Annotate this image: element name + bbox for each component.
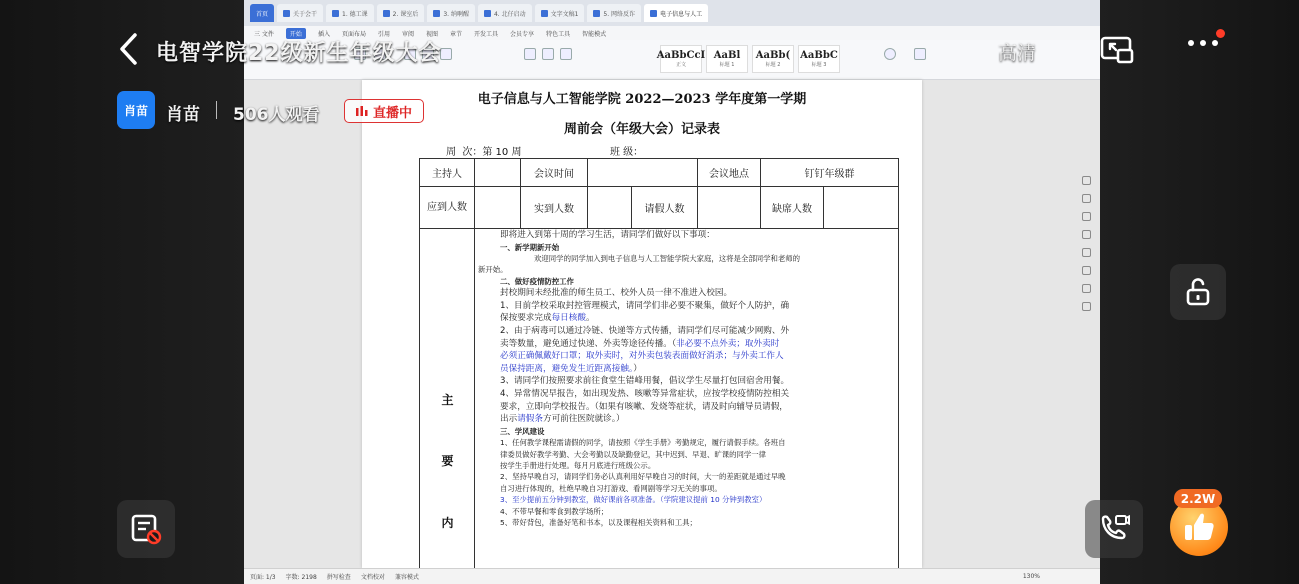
label-char: 内 (441, 516, 454, 530)
doc-icon (433, 10, 440, 17)
menu-devtools[interactable]: 开发工具 (474, 30, 499, 38)
section-heading: 三、学风建设 (500, 426, 545, 436)
status-page[interactable]: 页面: 1/3 (250, 574, 276, 581)
style-icon[interactable] (1082, 248, 1091, 257)
tab-doc[interactable]: 5. 网络反诈 (587, 4, 641, 22)
content-line: 2、由于病毒可以通过冷链、快递等方式传播，请同学们尽可能减少网购、外 (500, 326, 790, 336)
content-line: 即将进入到第十周的学习生活，请同学们做好以下事项： (500, 230, 715, 240)
content-line: 4、不带早餐和零食到教学场所； (500, 506, 609, 516)
menu-view[interactable]: 视图 (426, 30, 439, 38)
time-cell[interactable] (588, 159, 698, 187)
content-line: 必须正确佩戴好口罩；取外卖时，对外卖包装表面做好消杀；与外卖工作人 (500, 351, 784, 362)
style-heading-1[interactable]: AaBl 标题 1 (706, 45, 748, 73)
divider (216, 101, 217, 119)
danmaku-off-icon (128, 511, 164, 547)
status-compat[interactable]: 兼容模式 (394, 574, 419, 581)
content-line: 封校期间未经批准的师生员工、校外人员一律不准进入校园。 (500, 288, 733, 299)
week-label: 周 次：第 10 周 (446, 147, 522, 158)
wps-status-bar (244, 568, 1100, 584)
menu-smart[interactable]: 智能模式 (582, 30, 607, 38)
unlock-icon (1183, 277, 1213, 307)
actual-label: 实到人数 (521, 187, 588, 229)
doc-icon (283, 10, 290, 17)
doc-subtitle: 周前会（年级大会）记录表 (563, 122, 720, 137)
time-label: 会议时间 (521, 159, 588, 187)
live-title: 电智学院22级新生年级大会 (156, 41, 442, 66)
viewer-count: 506人观看 (233, 105, 320, 125)
style-gallery (656, 45, 840, 73)
place-label: 会议地点 (698, 159, 761, 187)
wps-tab-bar (244, 0, 1100, 26)
content-line: 5、带好背包，准备好笔和书本，以及课程相关资料和工具； (500, 518, 697, 527)
doc-icon (650, 10, 657, 17)
menu-insert[interactable]: 插入 (317, 30, 330, 38)
absent-cell[interactable] (824, 187, 899, 229)
tab-doc[interactable]: 文字文稿1 (535, 4, 585, 22)
host-label: 主持人 (420, 159, 475, 187)
content-line: 3、至少提前五分钟到教室，做好课前各项准备。（学院建议提前 10 分钟到教室） (500, 495, 767, 505)
doc-icon (593, 10, 600, 17)
absent-label: 缺席人数 (761, 187, 824, 229)
tab-doc-active[interactable]: 电子信息与人工 (644, 4, 708, 22)
tab-doc[interactable]: 3. 纳啊醒 (427, 4, 475, 22)
live-status-badge: 直播中 (344, 99, 424, 123)
record-table (419, 158, 899, 187)
label-char: 主 (441, 393, 454, 407)
content-line: 要求，立即向学校报告。（如果有咳嗽、发烧等症状，请及时向辅导员请假， (500, 401, 788, 412)
screen-lock-button[interactable] (1170, 264, 1226, 320)
content-line: 4、异常情况早报告，如出现发热、咳嗽等异常症状，应按学校疫情防控相关 (500, 388, 790, 399)
menu-file[interactable]: 三 文件 (254, 30, 274, 38)
content-line: 员保持距离，避免发生近距离接触。） (500, 363, 642, 374)
document-canvas (244, 80, 1100, 568)
video-call-button[interactable] (1085, 500, 1143, 558)
zoom-level[interactable]: 130% (1022, 573, 1040, 580)
tab-doc[interactable]: 1. 德工课 (326, 4, 374, 22)
doc-icon (383, 10, 390, 17)
content-line: 出示请假条方可前往医院就诊。） (500, 414, 625, 425)
label-char: 要 (441, 454, 454, 468)
align-right-icon[interactable] (560, 48, 572, 60)
style-heading-3[interactable]: AaBbC 标题 3 (798, 45, 840, 73)
class-label: 班 级： (610, 147, 644, 158)
right-toolbar (1082, 176, 1096, 311)
pen-icon[interactable] (1082, 176, 1091, 185)
host-name[interactable]: 肖苗 (166, 105, 200, 125)
screen-cast-button[interactable] (1097, 33, 1137, 67)
tab-doc[interactable]: 2. 课室后 (377, 4, 425, 22)
doc-icon (484, 10, 491, 17)
place-value: 钉钉年级群 (761, 159, 899, 187)
main-content-label (420, 229, 475, 569)
video-call-icon (1097, 512, 1131, 546)
record-table-row2 (419, 186, 899, 229)
meeting-content[interactable] (478, 229, 896, 528)
align-left-icon[interactable] (524, 48, 536, 60)
doc-icon (332, 10, 339, 17)
style-heading-2[interactable]: AaBb( 标题 2 (752, 45, 794, 73)
notification-dot (1216, 29, 1225, 38)
back-arrow-icon[interactable] (117, 31, 141, 67)
content-line: 3、请同学们按照要求前往食堂生错峰用餐，倡议学生尽量打包回宿舍用餐。 (500, 376, 790, 387)
like-count: 2.2W (1174, 489, 1222, 508)
expected-label: 应到人数 (420, 187, 475, 229)
section-heading: 二、做好疫情防控工作 (500, 276, 574, 286)
content-line: 新开始。 (478, 265, 508, 275)
content-line: 欢迎同学的同学加入到电子信息与人工智能学院大家庭，这将是全部同学和老师的 (534, 254, 801, 263)
location-icon[interactable] (1082, 284, 1091, 293)
menu-reference[interactable]: 引用 (377, 30, 390, 38)
danmaku-toggle-button[interactable] (117, 500, 175, 558)
doc-icon (541, 10, 548, 17)
content-line: 1、目前学校采取封控管理模式，请同学们非必要不聚集，做好个人防护，确 (500, 300, 790, 311)
content-line: 卖等数量，避免通过快递、外卖等途径传播。（非必要不点外卖；取外卖时 (500, 338, 780, 349)
host-cell[interactable] (475, 159, 521, 187)
comment-icon[interactable] (1082, 302, 1091, 311)
cursor-icon[interactable] (1082, 194, 1091, 203)
content-line: 1、任何教学课程需请假的同学，请按照《学生手册》考勤规定，履行请假手续。各班自 (500, 438, 786, 448)
leave-label: 请假人数 (632, 187, 698, 229)
tab-doc[interactable]: 关于会干 (277, 4, 323, 22)
shared-screen (244, 0, 1100, 584)
quality-toggle[interactable]: 高清 (998, 42, 1037, 64)
more-menu-icon[interactable] (1188, 40, 1218, 46)
menu-member[interactable]: 会员专享 (510, 30, 535, 38)
document-page[interactable] (362, 80, 922, 568)
status-spell[interactable]: 拼写检查 (326, 574, 351, 581)
style-normal[interactable]: AaBbCcI 正文 (660, 45, 702, 73)
status-proof[interactable]: 文档校对 (360, 574, 385, 581)
main-content-cell (419, 228, 899, 568)
menu-review[interactable]: 审阅 (401, 30, 414, 38)
find-replace-icon[interactable] (884, 48, 896, 60)
avatar[interactable]: 肖苗 (117, 91, 155, 129)
live-bars-icon (356, 106, 368, 116)
shape-icon[interactable] (1082, 230, 1091, 239)
image-icon[interactable] (1082, 266, 1091, 275)
menu-start[interactable]: 开始 (286, 28, 306, 39)
content-line: 保按要求完成每日核酸。 (500, 313, 595, 324)
expected-cell[interactable] (475, 187, 521, 229)
doc-title: 电子信息与人工智能学院 2022—2023 学年度第一学期 (477, 92, 807, 107)
select-icon[interactable] (914, 48, 926, 60)
menu-chapter[interactable]: 章节 (450, 30, 463, 38)
status-words[interactable]: 字数: 2198 (285, 574, 317, 581)
content-line: 按学生手册进行处理。每月月底进行班级公示。 (500, 460, 656, 470)
left-letterbox (0, 0, 244, 584)
screen-cast-icon (1099, 35, 1135, 65)
content-line: 律委员做好教学考勤、大会考勤以及缺勤登记，其中迟到、早退、旷课的同学一律 (500, 449, 767, 459)
actual-cell[interactable] (588, 187, 632, 229)
tab-doc[interactable]: 4. 北仔启动 (478, 4, 532, 22)
content-line: 2、坚持早晚自习，请同学们务必认真利用好早晚自习的时间，大一的差距就是通过早晚 (500, 472, 786, 482)
list-icon[interactable] (1082, 212, 1091, 221)
tab-home[interactable]: 首页 (250, 4, 274, 22)
align-center-icon[interactable] (542, 48, 554, 60)
leave-cell[interactable] (698, 187, 761, 229)
menu-layout[interactable]: 页面布局 (341, 30, 366, 38)
content-line: 自习进行体现的，杜绝早晚自习打游戏、看网剧等学习无关的事项。 (500, 483, 722, 493)
menu-features[interactable]: 特色工具 (546, 30, 571, 38)
section-heading: 一、新学期新开始 (500, 242, 560, 252)
